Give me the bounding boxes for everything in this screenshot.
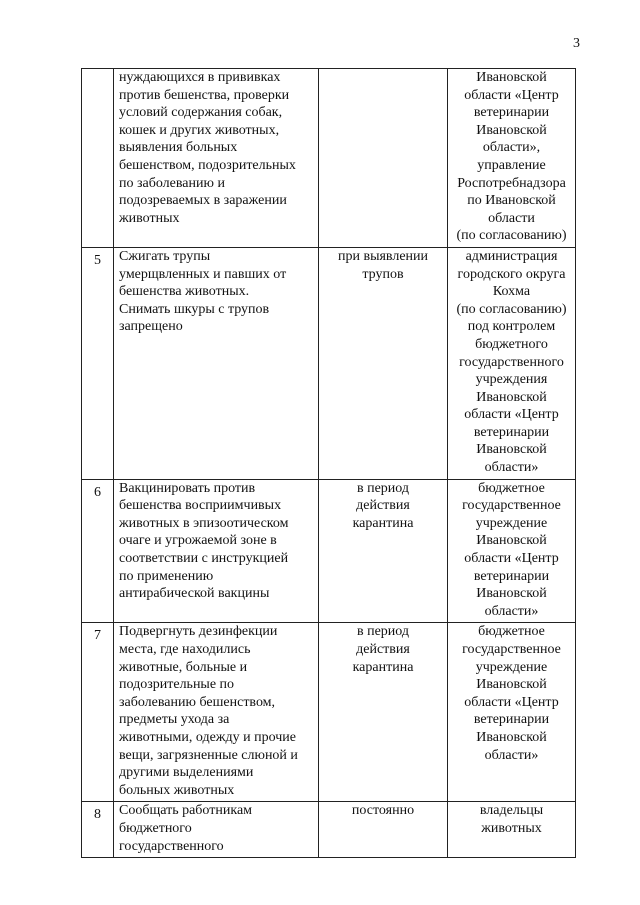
responsible-cell-line: области» xyxy=(484,460,539,476)
responsible-cell-line: Ивановской xyxy=(476,677,547,693)
term-cell-line: трупов xyxy=(362,266,404,282)
action-cell-line: соответствии с инструкцией xyxy=(119,551,289,567)
action-cell-line: кошек и других животных, xyxy=(119,122,280,138)
action-cell-line: заболеванию бешенством, xyxy=(119,694,276,710)
term-cell-line: постоянно xyxy=(351,803,415,819)
action-cell-line: нуждающихся в прививках xyxy=(119,70,281,85)
action-cell-line: подозрительные по xyxy=(119,677,235,693)
responsible-cell xyxy=(448,479,576,623)
term-cell-line: в период xyxy=(356,480,410,496)
responsible-cell-line: области xyxy=(488,210,535,226)
responsible-cell-line: животных xyxy=(481,820,542,836)
responsible-cell-line: ветеринарии xyxy=(473,424,550,440)
responsible-cell-line: Ивановской xyxy=(476,729,547,745)
responsible-cell-line: области», xyxy=(482,140,541,156)
measures-table xyxy=(81,68,576,858)
action-cell-line: подозреваемых в заражении xyxy=(119,193,287,209)
table-row xyxy=(82,623,576,802)
row-number-cell: 7 xyxy=(82,623,114,802)
action-cell-line: против бешенства, проверки xyxy=(119,87,290,103)
responsible-cell-line: администрация xyxy=(465,248,558,264)
action-cell-line: антирабической вакцины xyxy=(119,586,270,602)
responsible-cell-line: по Ивановской xyxy=(467,193,556,209)
term-cell xyxy=(319,247,448,479)
action-cell-line: животными, одежду и прочие xyxy=(119,729,296,745)
responsible-cell-line: государственного xyxy=(459,354,564,370)
page-number: 3 xyxy=(573,36,580,51)
term-cell xyxy=(319,479,448,623)
table-row xyxy=(82,802,576,858)
action-cell-line: Вакцинировать против xyxy=(119,480,256,496)
responsible-cell-line: области «Центр xyxy=(464,407,559,423)
row-number-cell: 6 xyxy=(82,479,114,623)
action-cell-line: животные, больные и xyxy=(119,659,248,675)
responsible-cell-line: Ивановской xyxy=(476,442,547,458)
action-cell-line: предметы ухода за xyxy=(119,712,230,728)
table-row xyxy=(82,69,576,248)
row-number-cell xyxy=(82,69,114,248)
responsible-cell-line: бюджетное xyxy=(478,624,545,640)
action-cell-line: Сообщать работникам xyxy=(119,803,253,819)
action-cell-line: места, где находились xyxy=(119,642,251,657)
action-cell-line: по применению xyxy=(119,568,214,584)
responsible-cell-line: области «Центр xyxy=(464,87,559,103)
action-cell-line: запрещено xyxy=(119,319,183,335)
action-cell-line: Подвергнуть дезинфекции xyxy=(119,624,278,640)
responsible-cell xyxy=(448,247,576,479)
action-cell-line: больных животных xyxy=(119,782,235,798)
action-cell-line: бюджетного xyxy=(119,820,192,836)
responsible-cell-line: под контролем xyxy=(467,319,556,335)
responsible-cell-line: Ивановской xyxy=(476,70,547,85)
row-number-cell: 5 xyxy=(82,247,114,479)
action-cell-line: животных xyxy=(119,210,180,226)
responsible-cell-line: учреждение xyxy=(475,515,548,531)
responsible-cell-line: Ивановской xyxy=(476,389,547,405)
responsible-cell-line: (по согласованию) xyxy=(456,228,567,244)
term-cell xyxy=(319,69,448,248)
responsible-cell-line: ветеринарии xyxy=(473,568,550,584)
responsible-cell-line: области» xyxy=(484,747,539,763)
term-cell-line: действия xyxy=(356,642,410,657)
term-cell xyxy=(319,802,448,858)
responsible-cell-line: Кохма xyxy=(492,284,531,300)
action-cell-line: условий содержания собак, xyxy=(119,105,283,121)
action-cell xyxy=(114,69,319,248)
responsible-cell-line: области «Центр xyxy=(464,551,559,567)
action-cell-line: бешенства восприимчивых xyxy=(119,498,282,514)
term-cell-line: при выявлении xyxy=(337,248,429,264)
action-cell-line: бешенства животных. xyxy=(119,284,250,300)
row-number-cell: 8 xyxy=(82,802,114,858)
responsible-cell-line: учреждения xyxy=(475,372,548,388)
action-cell-line: по заболеванию и xyxy=(119,175,225,191)
action-cell xyxy=(114,247,319,479)
responsible-cell-line: (по согласованию) xyxy=(456,301,567,317)
action-cell-line: бешенством, подозрительных xyxy=(119,157,296,173)
responsible-cell-line: ветеринарии xyxy=(473,105,550,121)
responsible-cell-line: городского округа xyxy=(457,266,566,282)
responsible-cell-line: области «Центр xyxy=(464,694,559,710)
responsible-cell-line: владельцы xyxy=(479,803,544,819)
responsible-cell xyxy=(448,623,576,802)
action-cell-line: Снимать шкуры с трупов xyxy=(119,301,270,317)
responsible-cell-line: бюджетного xyxy=(475,336,548,352)
action-cell-line: очаге и угрожаемой зоне в xyxy=(119,533,277,549)
responsible-cell-line: бюджетное xyxy=(478,480,545,496)
responsible-cell-line: Ивановской xyxy=(476,533,547,549)
responsible-cell-line: ветеринарии xyxy=(473,712,550,728)
term-cell-line: карантина xyxy=(352,659,414,675)
term-cell-line: в период xyxy=(356,624,410,640)
responsible-cell-line: Ивановской xyxy=(476,586,547,602)
table-row xyxy=(82,247,576,479)
responsible-cell-line: управление xyxy=(477,157,546,173)
action-cell-line: Сжигать трупы xyxy=(119,248,211,264)
action-cell-line: умерщвленных и павших от xyxy=(119,266,287,282)
table-row xyxy=(82,479,576,623)
action-cell-line: вещи, загрязненные слюной и xyxy=(119,747,298,763)
action-cell-line: выявления больных xyxy=(119,140,238,156)
term-cell-line: карантина xyxy=(352,515,414,531)
action-cell xyxy=(114,623,319,802)
responsible-cell xyxy=(448,69,576,248)
responsible-cell-line: государственное xyxy=(462,498,561,514)
responsible-cell-line: Ивановской xyxy=(476,122,547,138)
term-cell-line: действия xyxy=(356,498,410,514)
responsible-cell-line: Роспотребнадзора xyxy=(457,175,566,191)
action-cell xyxy=(114,479,319,623)
responsible-cell-line: государственное xyxy=(462,642,561,657)
action-cell-line: другими выделениями xyxy=(119,765,254,781)
term-cell xyxy=(319,623,448,802)
responsible-cell-line: учреждение xyxy=(475,659,548,675)
responsible-cell-line: области» xyxy=(484,603,539,619)
action-cell xyxy=(114,802,319,858)
responsible-cell xyxy=(448,802,576,858)
action-cell-line: животных в эпизоотическом xyxy=(119,515,289,531)
action-cell-line: государственного xyxy=(119,838,224,854)
